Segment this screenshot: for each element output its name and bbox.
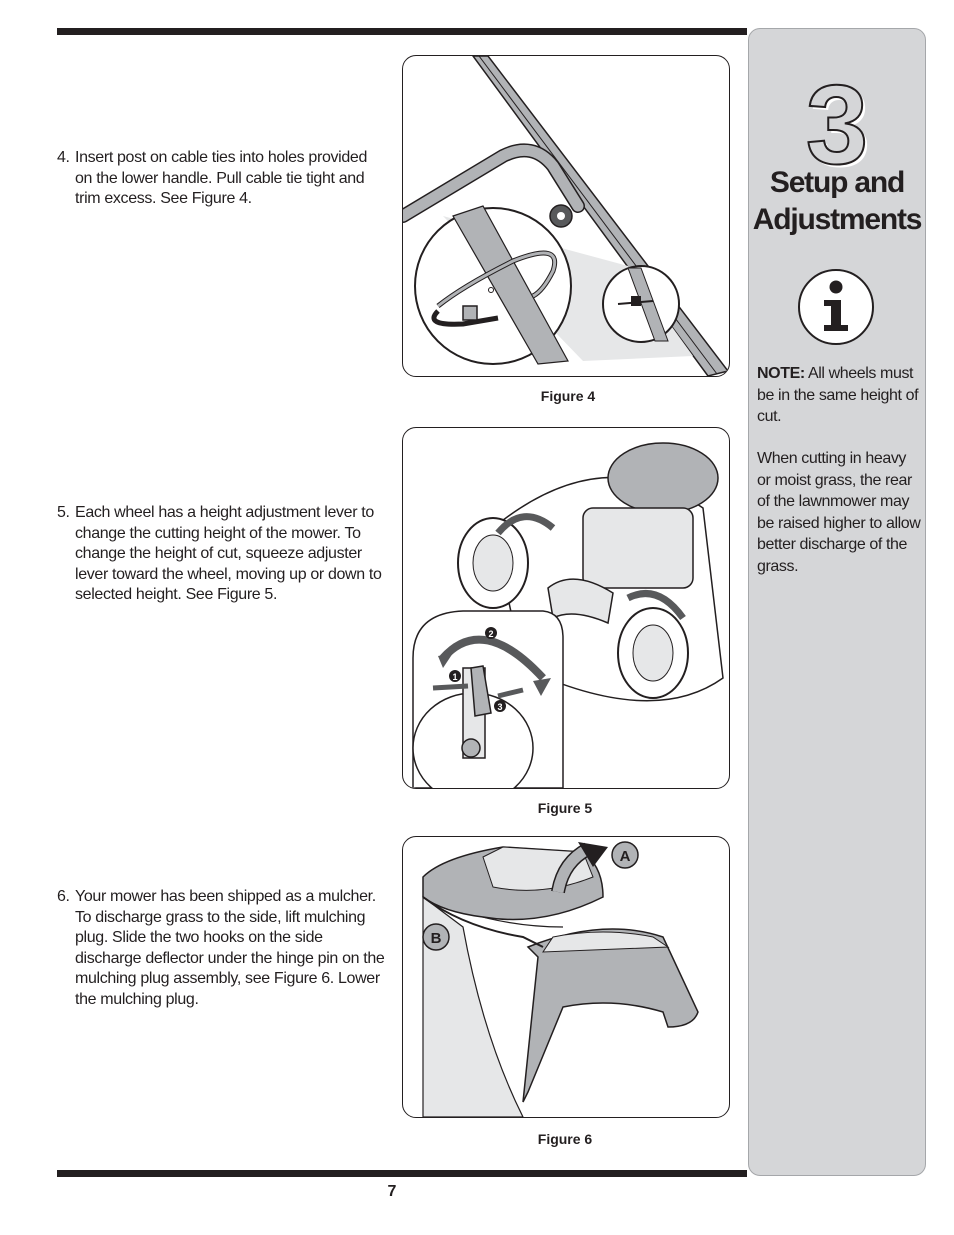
- note-text: [757, 363, 921, 428]
- figure-5-caption: Figure 5: [537, 800, 593, 816]
- step-5: [57, 503, 387, 606]
- figure-4-illustration: [402, 55, 730, 377]
- callout-2: 2: [488, 629, 494, 639]
- bottom-rule: [57, 1170, 747, 1177]
- figure-6-illustration: [402, 836, 730, 1118]
- figure-4-caption: Figure 4: [540, 388, 596, 404]
- step-number: 6.: [57, 888, 70, 905]
- callout-1: 1: [452, 672, 458, 682]
- step-text: Your mower has been shipped as a mulcher. To discharge grass to the side, lift mulching plug. Slide the two hooks on the side discharge deflector under the hinge pin on the mulching plug assembly, see Figure 6. Lower the mulching plug.: [75, 888, 385, 1008]
- figure-5-illustration: [402, 427, 730, 789]
- callout-a: A: [619, 848, 631, 865]
- step-number: 4.: [57, 149, 70, 166]
- info-icon: [796, 267, 876, 352]
- page-number: 7: [387, 1183, 397, 1200]
- chapter-title: Setup and Adjustments: [752, 166, 922, 236]
- step-text: Each wheel has a height adjustment lever to change the cutting height of the mower. To change the height of cut, squeeze adjuster lever toward the wheel, moving up or down to selected height. See Figure 5.: [75, 504, 382, 603]
- tip-text: When cutting in heavy or moist grass, the rear of the lawnmower may be raised higher to allow better discharge of the grass.: [757, 450, 921, 575]
- callout-3: 3: [497, 702, 503, 712]
- chapter-sidebar: [748, 28, 926, 1176]
- step-text: Insert post on cable ties into holes provided on the lower handle. Pull cable tie tight and trim excess. See Figure 4.: [75, 149, 367, 207]
- chapter-number: 3: [805, 62, 869, 187]
- top-rule: [57, 28, 747, 35]
- step-number: 5.: [57, 504, 70, 521]
- note-label: NOTE:: [757, 365, 805, 382]
- note-body: All wheels must be in the same height of cut.: [757, 365, 919, 425]
- step-6: [57, 887, 387, 1010]
- figure-6-caption: Figure 6: [537, 1131, 593, 1147]
- callout-b: B: [430, 930, 442, 947]
- step-4: [57, 148, 387, 210]
